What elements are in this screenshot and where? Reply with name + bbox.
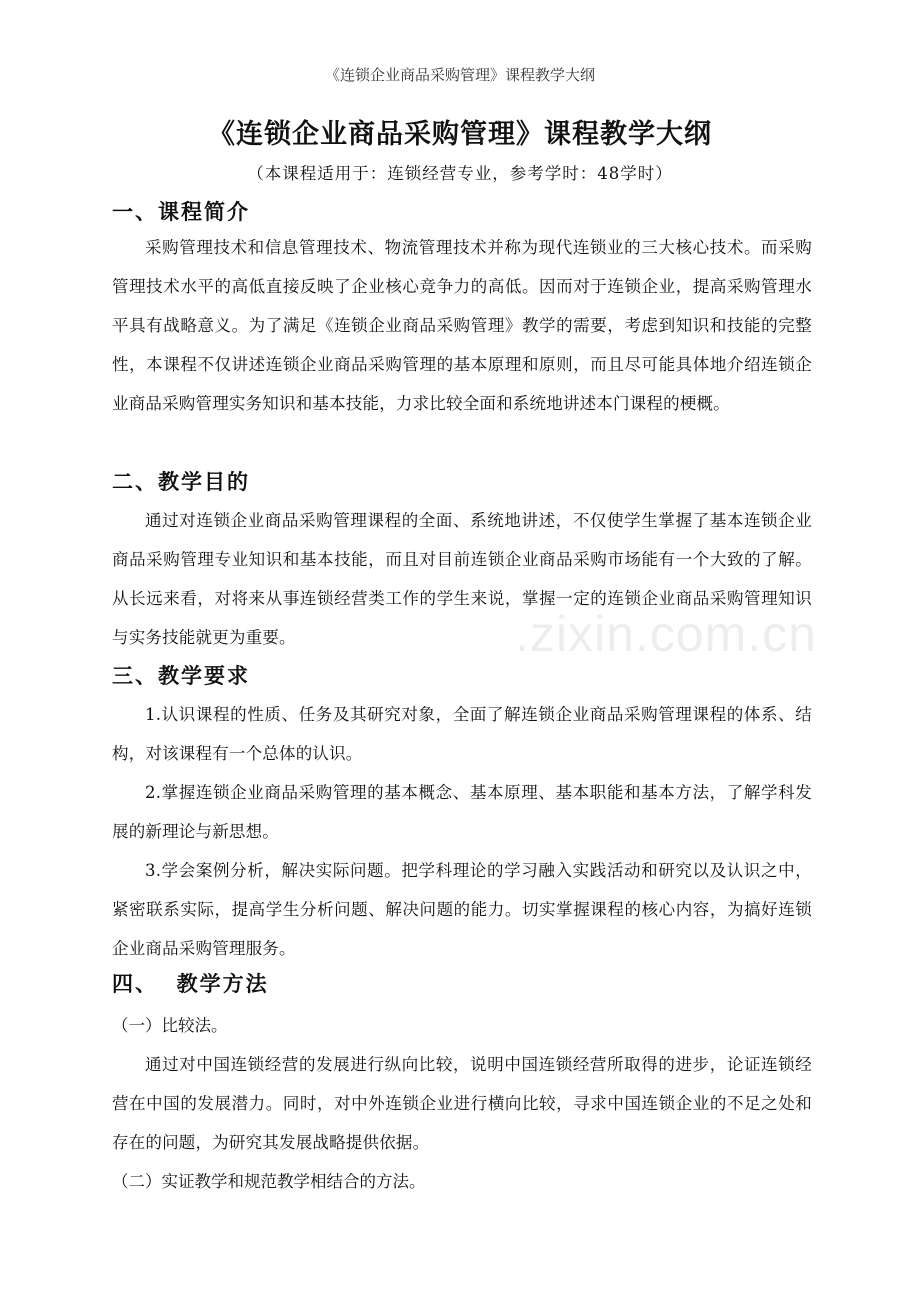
running-header: 《连锁企业商品采购管理》课程教学大纲 xyxy=(324,66,595,84)
section-heading-3: 三、教学要求 xyxy=(112,663,250,688)
section-2-paragraph: 通过对连锁企业商品采购管理课程的全面、系统地讲述，不仅使学生掌握了基本连锁企业商品采购管理专业知识和基本技能，而且对目前连锁企业商品采购市场能有一个大致的了解。从长远来看，对将来从事连锁经营类工作的学生来说，掌握一定的连锁企业商品采购管理知识与实务技能就更为重要。 xyxy=(112,511,812,647)
watermark-text: .zixin.com.cn xyxy=(515,606,817,662)
document-title: 《连锁企业商品采购管理》课程教学大纲 xyxy=(208,119,712,150)
section-heading-2: 二、教学目的 xyxy=(112,469,250,494)
subsection-2-heading: （二）实证教学和规范教学相结合的方法。 xyxy=(112,1172,426,1191)
requirement-item-1: 1.认识课程的性质、任务及其研究对象，全面了解连锁企业商品采购管理课程的体系、结构，对该课程有一个总体的认识。 xyxy=(112,705,812,763)
requirement-item-2: 2.掌握连锁企业商品采购管理的基本概念、基本原理、基本职能和基本方法，了解学科发展的新理论与新思想。 xyxy=(112,783,812,841)
requirement-item-3: 3.学会案例分析，解决实际问题。把学科理论的学习融入实践活动和研究以及认识之中，紧密联系实际，提高学生分析问题、解决问题的能力。切实掌握课程的核心内容，为搞好连锁企业商品采购管理服务。 xyxy=(112,861,812,958)
section-1-paragraph: 采购管理技术和信息管理技术、物流管理技术并称为现代连锁业的三大核心技术。而采购管理技术水平的高低直接反映了企业核心竞争力的高低。因而对于连锁企业，提高采购管理水平具有战略意义。为了满足《连锁企业商品采购管理》教学的需要，考虑到知识和技能的完整性，本课程不仅讲述连锁企业商品采购管理的基本原理和原则，而且尽可能具体地介绍连锁企业商品采购管理实务知识和基本技能，力求比较全面和系统地讲述本门课程的梗概。 xyxy=(112,238,812,413)
document-subtitle: （本课程适用于：连锁经营专业，参考学时：48学时） xyxy=(247,164,673,183)
section-heading-1: 一、课程简介 xyxy=(112,199,250,224)
section-4-paragraph: 通过对中国连锁经营的发展进行纵向比较，说明中国连锁经营所取得的进步，论证连锁经营在中国的发展潜力。同时，对中外连锁企业进行横向比较，寻求中国连锁企业的不足之处和存在的问题，为研究其发展战略提供依据。 xyxy=(112,1055,812,1152)
section-heading-4: 四、 教学方法 xyxy=(112,971,269,996)
subsection-1-heading: （一）比较法。 xyxy=(112,1016,228,1035)
